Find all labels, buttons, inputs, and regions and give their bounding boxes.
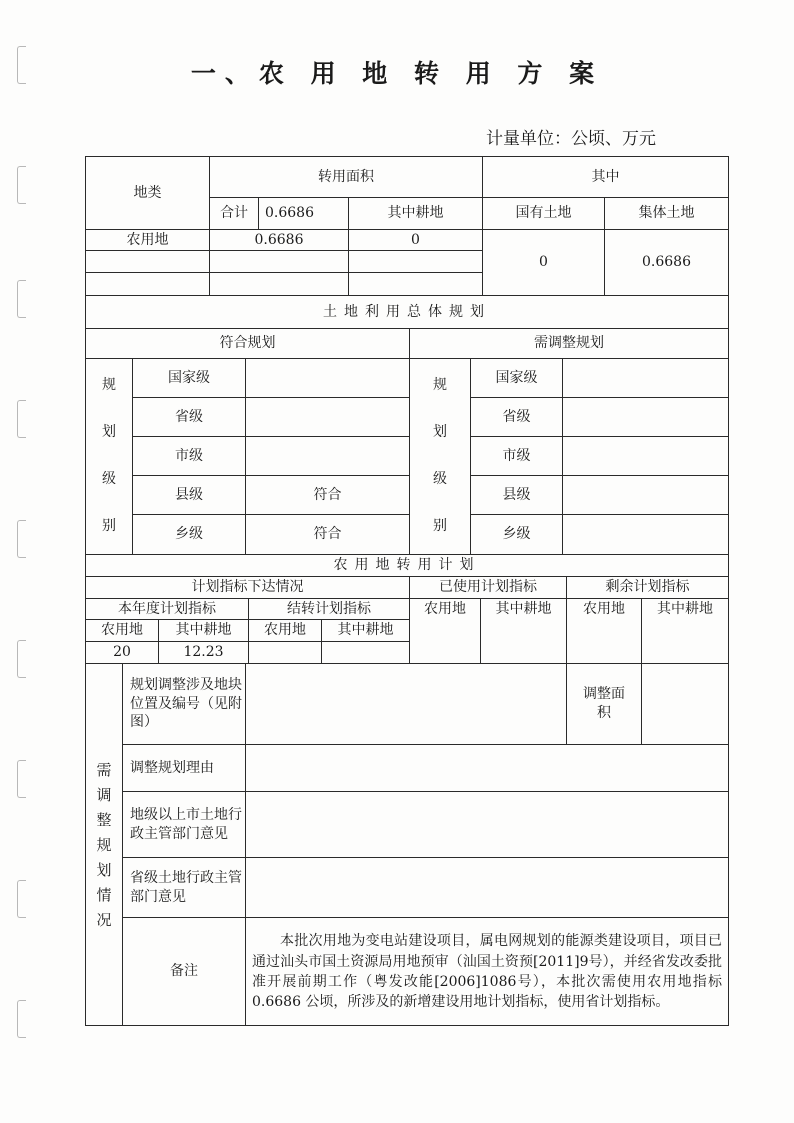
annual-cultivated-value: 12.23 <box>183 644 224 661</box>
remaining-cultivated-label: 其中耕地 <box>657 600 713 617</box>
level-national: 国家级 <box>168 369 210 386</box>
annual-farmland-value: 20 <box>113 644 131 661</box>
planning-section-title: 土地利用总体规划 <box>323 303 491 320</box>
remarks-text: 本批次用地为变电站建设项目，属电网规划的能源类建设项目，项目已通过汕头市国土资源局用地预审（汕国土资预[2011]9号），并经省发改委批准开展前期工作（粤发改能[2006]1086号），本批次需使用农用地指标 0.6686 公顷，所涉及的新增建设用地计划指标，使用省计划指标。 <box>252 933 722 1011</box>
binder-ring <box>17 1000 26 1038</box>
township-conform: 符合 <box>313 526 342 543</box>
page-title: 一、农 用 地 转 用 方 案 <box>190 59 604 88</box>
city-opinion-label: 地级以上市土地行政主管部门意见 <box>130 806 242 842</box>
binder-ring <box>17 760 26 798</box>
adjust-level-county: 县级 <box>502 486 531 503</box>
adjust-header: 需调整规划 <box>534 335 604 352</box>
binder-ring <box>17 280 26 318</box>
binder-ring <box>17 640 26 678</box>
farmland-cultivated: 0 <box>411 231 420 248</box>
level-side-label-left: 规 划 级 别 <box>102 377 116 535</box>
collective-land-label: 集体土地 <box>638 205 695 222</box>
level-provincial: 省级 <box>175 408 203 425</box>
unit-note: 计量单位：公顷、万元 <box>486 129 656 149</box>
transfer-cultivated-label: 其中耕地 <box>337 622 394 639</box>
annual-farmland-label: 农用地 <box>101 622 143 639</box>
cultivated-label: 其中耕地 <box>387 205 444 222</box>
binder-ring <box>17 400 26 438</box>
collective-land-value: 0.6686 <box>642 254 691 271</box>
binder-ring <box>17 520 26 558</box>
plan-section-title: 农用地转用计划 <box>333 557 481 574</box>
remaining-header: 剩余计划指标 <box>605 579 690 596</box>
binder-ring <box>17 880 26 918</box>
annual-header: 本年度计划指标 <box>118 600 216 617</box>
location-label: 规划调整涉及地块位置及编号（见附图） <box>130 676 242 731</box>
level-side-label-right: 规 划 级 别 <box>433 377 447 535</box>
used-header: 已使用计划指标 <box>439 579 537 596</box>
annual-cultivated-label: 其中耕地 <box>175 622 232 639</box>
transfer-header: 结转计划指标 <box>287 600 371 617</box>
farmland-area: 0.6686 <box>254 231 304 248</box>
state-land-value: 0 <box>539 254 548 271</box>
transfer-farmland-label: 农用地 <box>264 622 306 639</box>
binder-ring <box>17 166 26 204</box>
level-township: 乡级 <box>175 526 203 543</box>
adjust-level-provincial: 省级 <box>502 408 531 425</box>
state-land-label: 国有土地 <box>515 205 572 222</box>
county-conform: 符合 <box>313 486 342 503</box>
remaining-farmland-label: 农用地 <box>583 600 625 617</box>
used-cultivated-label: 其中耕地 <box>495 600 552 617</box>
adjust-level-township: 乡级 <box>502 526 531 543</box>
level-city: 市级 <box>175 447 203 464</box>
land-type-header: 地类 <box>133 184 162 201</box>
used-farmland-label: 农用地 <box>424 600 466 617</box>
level-county: 县级 <box>175 486 203 503</box>
adjust-level-city: 市级 <box>502 447 531 464</box>
reason-label: 调整规划理由 <box>130 759 214 776</box>
remarks-label: 备注 <box>170 963 198 980</box>
province-opinion-label: 省级土地行政主管部门意见 <box>130 869 242 905</box>
conform-header: 符合规划 <box>219 335 276 352</box>
adjust-level-national: 国家级 <box>495 369 538 386</box>
breakdown-header: 其中 <box>591 168 620 185</box>
total-value: 0.6686 <box>265 205 314 222</box>
total-label: 合计 <box>220 205 248 222</box>
farmland-label: 农用地 <box>126 231 169 248</box>
area-header: 转用面积 <box>318 168 374 185</box>
adjust-area-label: 调整面积 <box>583 686 625 721</box>
adjustment-side-label: 需 调 整 规 划 情 况 <box>96 761 112 929</box>
issued-header: 计划指标下达情况 <box>191 579 304 596</box>
